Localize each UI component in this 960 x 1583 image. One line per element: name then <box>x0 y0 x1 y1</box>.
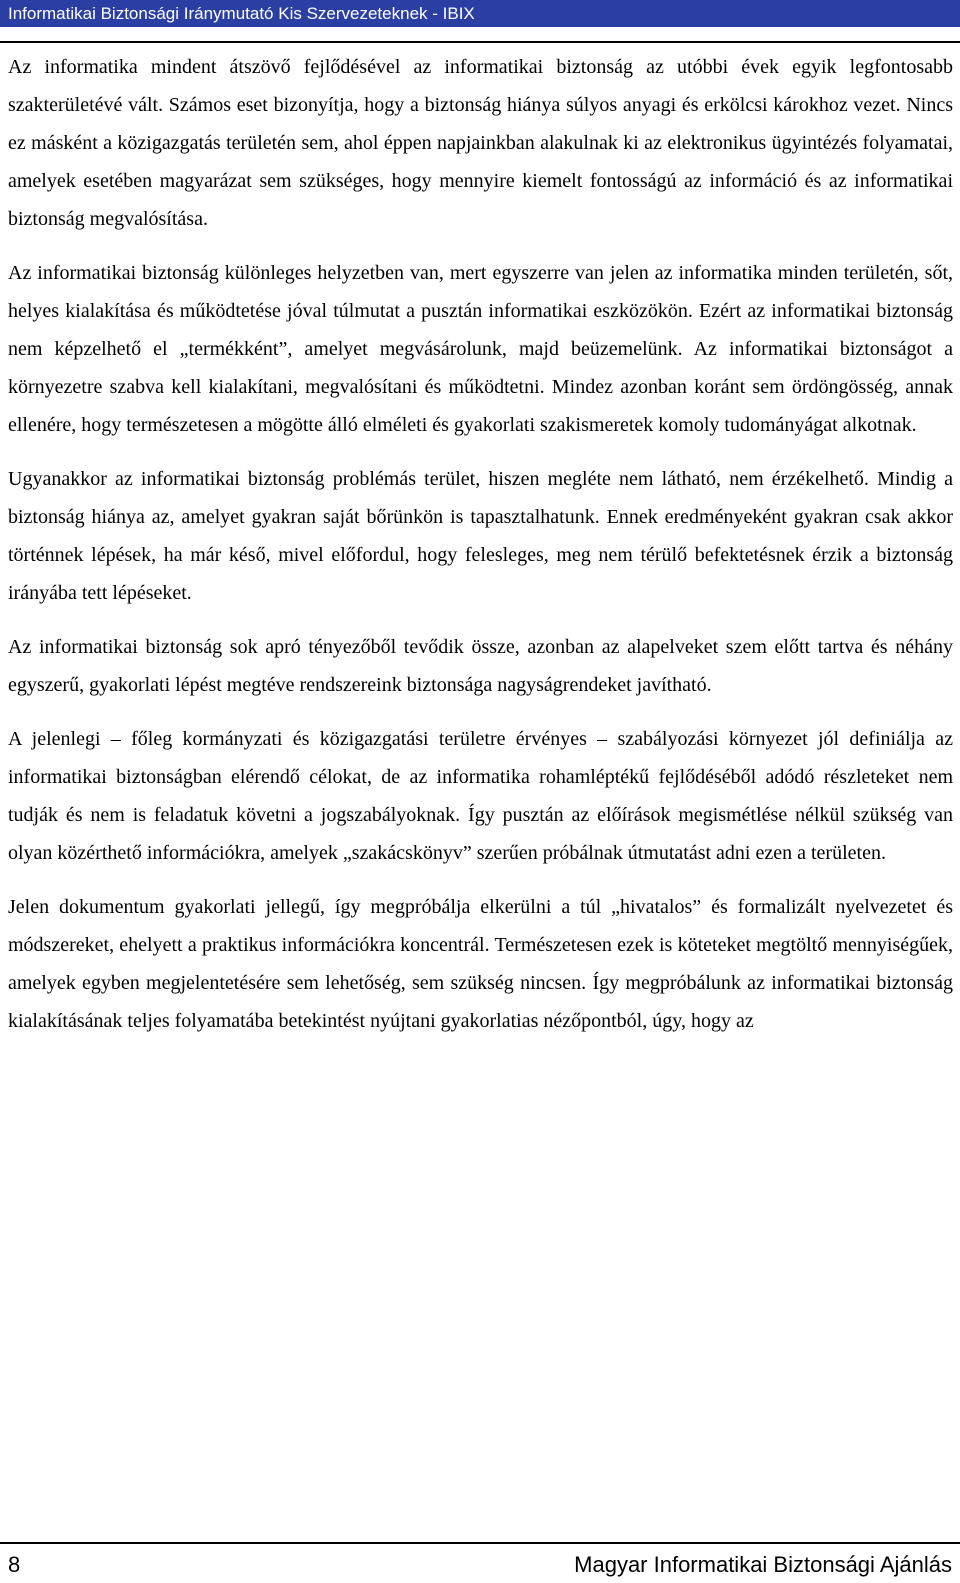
paragraph-3: Ugyanakkor az informatikai biztonság problémás terület, hiszen megléte nem látható, nem érzékelhető. Mindig a biztonság hiánya az, amelyet gyakran saját bőrünkön is tapasztalhatunk. Ennek eredményeként gyakran csak akkor történnek lépések, ha már késő, mivel előfordul, hogy felesleges, meg nem térülő befektetésnek érzik a biztonság irányába tett lépéseket. <box>8 468 953 604</box>
document-header-title: Informatikai Biztonsági Iránymutató Kis Szervezeteknek - IBIX <box>0 0 960 27</box>
paragraph-4: Az informatikai biztonság sok apró tényezőből tevődik össze, azonban az alapelveket szem előtt tartva és néhány egyszerű, gyakorlati lépést megtéve rendszereink biztonsága nagyságrendeket javítható. <box>8 636 953 696</box>
document-body <box>8 48 953 1056</box>
paragraph-5: A jelenlegi – főleg kormányzati és közigazgatási területre érvényes – szabályozási környezet jól definiálja az informatikai biztonságban elérendő célokat, de az informatika rohamléptékű fejlődéséből adódó részleteket nem tudják és nem is feladatuk követni a jogszabályoknak. Így pusztán az előírások megismétlése nélkül szükség van olyan közérthető információkra, amelyek „szakácskönyv” szerűen próbálnak útmutatást adni ezen a területen. <box>8 728 953 864</box>
paragraph-6: Jelen dokumentum gyakorlati jellegű, így megpróbálja elkerülni a túl „hivatalos” és formalizált nyelvezetet és módszereket, ehelyett a praktikus információkra koncentrál. Természetesen ezek is köteteket megtöltő mennyiségűek, amelyek egyben megjelentetésére sem lehetőség, sem szükség nincsen. Így megpróbálunk az informatikai biztonság kialakításának teljes folyamatába betekintést nyújtani gyakorlatias nézőpontból, úgy, hogy az <box>8 896 953 1032</box>
footer-divider <box>0 1542 960 1544</box>
header-divider <box>0 41 960 43</box>
page-number: 8 <box>8 1552 21 1577</box>
paragraph-2: Az informatikai biztonság különleges helyzetben van, mert egyszerre van jelen az informatika minden területén, sőt, helyes kialakítása és működtetése jóval túlmutat a pusztán informatikai eszközökön. Ezért az informatikai biztonság nem képzelhető el „termékként”, amelyet megvásárolunk, majd beüzemelünk. Az informatikai biztonságot a környezetre szabva kell kialakítani, megvalósítani és működtetni. Mindez azonban koránt sem ördöngösség, annak ellenére, hogy természetesen a mögötte álló elméleti és gyakorlati szakismeretek komoly tudományágat alkotnak. <box>8 262 953 436</box>
paragraph-1: Az informatika mindent átszövő fejlődésével az informatikai biztonság az utóbbi évek egyik legfontosabb szakterületévé vált. Számos eset bizonyítja, hogy a biztonság hiánya súlyos anyagi és erkölcsi károkhoz vezet. Nincs ez másként a közigazgatás területén sem, ahol éppen napjainkban alakulnak ki az elektronikus ügyintézés folyamatai, amelyek esetében magyarázat sem szükséges, hogy mennyire kiemelt fontosságú az információ és az informatikai biztonság megvalósítása. <box>8 56 953 230</box>
footer-title: Magyar Informatikai Biztonsági Ajánlás <box>574 1552 952 1577</box>
